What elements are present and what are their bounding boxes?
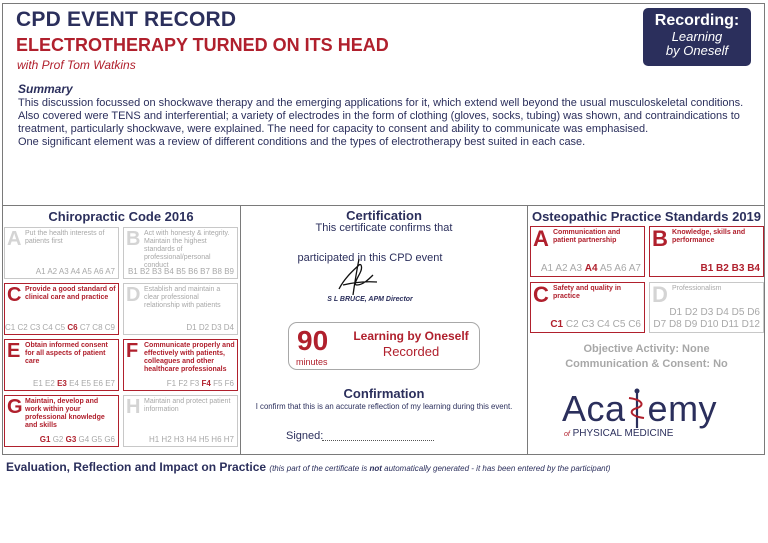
standard-description: Communicate properly and effectively with patients, colleagues and other healthcare professionals: [144, 342, 235, 373]
sub-standards: [36, 267, 115, 276]
sub-standard-h2: H2: [161, 435, 172, 444]
record-title: CPD EVENT RECORD: [16, 8, 237, 31]
sub-standard-d11: D11: [721, 319, 739, 330]
sub-standards: [40, 435, 115, 444]
sub-standard-b1: B1: [127, 267, 138, 276]
standard-letter: D: [126, 284, 141, 306]
logo-word-left: Aca: [562, 388, 626, 429]
sub-standard-a3: A3: [569, 263, 583, 274]
sub-standard-d2: D2: [684, 307, 698, 318]
osteo-standard-c: [530, 282, 645, 333]
sub-standard-a5: A5: [82, 267, 92, 276]
sub-standard-f5: F5: [213, 379, 223, 388]
sub-standard-e3: E3: [57, 379, 67, 388]
sub-standard-c2: C2: [565, 319, 579, 330]
sub-standard-a6: A6: [93, 267, 104, 276]
sub-standard-a2: A2: [555, 263, 568, 274]
osteo-standard-b: [649, 226, 764, 277]
sub-standard-c9: C9: [104, 323, 115, 332]
sub-standard-b4: B4: [747, 263, 760, 274]
standard-description: Professionalism: [672, 285, 722, 292]
standard-letter: C: [533, 282, 549, 307]
evaluation-heading: [6, 460, 610, 474]
sub-standard-b2: B2: [716, 263, 729, 274]
chiro-standard-d: [123, 283, 238, 335]
signature-line[interactable]: [322, 440, 434, 441]
presenter-name: with Prof Tom Watkins: [17, 58, 136, 72]
logo-of: of: [564, 431, 570, 438]
sub-standard-a7: A7: [628, 263, 641, 274]
recording-badge: [643, 8, 751, 66]
logo-word-right: emy: [647, 388, 718, 429]
sub-standard-f6: F6: [224, 379, 234, 388]
sub-standard-d1: D1: [186, 323, 197, 332]
minutes-value: 90: [297, 325, 329, 356]
sub-standard-b9: B9: [224, 267, 234, 276]
sub-standard-f1: F1: [166, 379, 177, 388]
sub-standard-g5: G5: [91, 435, 103, 444]
sub-standard-b4: B4: [164, 267, 174, 276]
summary-section: [18, 83, 758, 149]
sub-standard-h6: H6: [211, 435, 222, 444]
communication-consent: Communication & Consent: No: [565, 358, 728, 370]
sub-standards: [550, 319, 641, 330]
chiro-standard-f: [123, 339, 238, 391]
sub-standard-d9: D9: [684, 319, 698, 330]
sub-standard-a4: A4: [584, 263, 598, 274]
sub-standard-b2: B2: [139, 267, 150, 276]
sub-standard-b5: B5: [176, 267, 186, 276]
standard-letter: A: [533, 226, 549, 251]
standard-letter: G: [7, 396, 23, 418]
sub-standard-c5: C5: [54, 323, 66, 332]
standard-letter: C: [7, 284, 22, 306]
sub-standard-c8: C8: [92, 323, 103, 332]
sub-standard-c6: C6: [67, 323, 78, 332]
standard-letter: A: [7, 228, 22, 250]
academy-logo: [562, 388, 732, 440]
sub-standards: [700, 263, 760, 274]
sub-standards: [128, 267, 234, 276]
standard-description: Establish and maintain a clear professional relationship with patients: [144, 286, 221, 309]
certification-confirms-text: This certificate confirms that: [315, 222, 453, 234]
standard-letter: B: [126, 228, 141, 250]
sub-standard-c4: C4: [597, 319, 610, 330]
standard-letter: H: [126, 396, 141, 418]
confirmation-title: Confirmation: [343, 386, 425, 401]
sub-standard-c6: C6: [628, 319, 641, 330]
column-divider-left: [240, 205, 241, 455]
sub-standard-c4: C4: [42, 323, 53, 332]
sub-standard-a4: A4: [70, 267, 81, 276]
sub-standard-d6: D6: [747, 307, 760, 318]
signed-label: Signed:: [286, 430, 324, 442]
standard-description: Provide a good standard of clinical care and practice: [25, 286, 116, 301]
chiro-standard-e: [4, 339, 119, 391]
sub-standard-d7: D7: [653, 319, 667, 330]
sub-standard-d3: D3: [211, 323, 222, 332]
learning-status: Recorded: [382, 344, 440, 359]
standard-description: Maintain, develop and work within your professional knowledge and skills: [25, 398, 105, 429]
sub-standard-f4: F4: [201, 379, 211, 388]
summary-paragraph-1: This discussion focussed on shockwave therapy and the emerging applications for it, which extend well beyond the usual musculoskeletal conditions. Also covered were TENS and interferential; a variety of electrodes in the form of clothing (gloves, socks, tubing) was shown, and contraindications to treatment, particularly shockwave, were explained. The need for capacity to consent and ability to communicate was emphasised.: [18, 97, 744, 135]
sub-standard-c5: C5: [612, 319, 626, 330]
sub-standard-b6: B6: [188, 267, 198, 276]
sub-standard-g1: G1: [39, 435, 51, 444]
sub-standard-c3: C3: [581, 319, 595, 330]
standard-letter: F: [126, 340, 139, 362]
sub-standard-d10: D10: [700, 319, 719, 330]
chiro-standard-c: [4, 283, 119, 335]
signatory-name: S L BRUCE, APM Director: [327, 296, 413, 303]
minutes-label: minutes: [296, 357, 328, 367]
standard-description: Put the health interests of patients first: [25, 230, 105, 245]
sub-standard-b3: B3: [731, 263, 745, 274]
column-divider-right: [527, 205, 528, 455]
sub-standard-b3: B3: [152, 267, 162, 276]
sub-standard-d1: D1: [669, 307, 683, 318]
standard-description: Obtain informed consent for all aspects of patient care: [25, 342, 108, 365]
badge-line-2: Learning: [671, 29, 723, 44]
sub-standard-a3: A3: [58, 267, 69, 276]
summary-heading: Summary: [18, 82, 73, 96]
sub-standard-c7: C7: [79, 323, 91, 332]
chiro-standard-b: [123, 227, 238, 279]
standard-letter: E: [7, 340, 21, 362]
sub-standard-b1: B1: [700, 263, 714, 274]
certification-title: Certification: [346, 208, 422, 223]
event-title: ELECTROTHERAPY TURNED ON ITS HEAD: [16, 35, 389, 55]
sub-standard-a6: A6: [614, 263, 627, 274]
sub-standard-d2: D2: [198, 323, 210, 332]
chiro-standard-g: [4, 395, 119, 447]
badge-line-1: Recording:: [654, 12, 740, 29]
sub-standard-a1: A1: [540, 263, 554, 274]
sub-standard-e2: E2: [45, 379, 55, 388]
badge-line-3: by Oneself: [665, 43, 729, 58]
logo-tagline: PHYSICAL MEDICINE: [572, 428, 674, 439]
evaluation-note: (this part of the certificate is not automatically generated - it has been entered by the participant): [269, 464, 611, 473]
sub-standard-c1: C1: [550, 319, 564, 330]
director-signature-icon: [333, 255, 383, 299]
chiro-standard-a: [4, 227, 119, 279]
standard-description: Communication and patient partnership: [553, 229, 621, 244]
summary-paragraph-2: One significant element was a review of different conditions and the types of electrotherapy best suited in each case.: [18, 136, 586, 148]
standard-description: Maintain and protect patient information: [144, 398, 231, 413]
sub-standard-c2: C2: [17, 323, 28, 332]
sub-standard-a2: A2: [47, 267, 58, 276]
sub-standards-row-1: [669, 307, 760, 318]
sub-standard-g2: G2: [52, 435, 64, 444]
sub-standard-h5: H5: [198, 435, 210, 444]
sub-standard-h3: H3: [173, 435, 185, 444]
sub-standard-e1: E1: [33, 379, 43, 388]
sub-standard-h7: H7: [223, 435, 234, 444]
sub-standards-row-2: [653, 319, 760, 330]
sub-standard-a5: A5: [599, 263, 613, 274]
sub-standard-f3: F3: [189, 379, 200, 388]
sub-standards: [541, 263, 641, 274]
chiro-standard-h: [123, 395, 238, 447]
sub-standard-h1: H1: [148, 435, 160, 444]
osteo-standard-d: [649, 282, 764, 333]
sub-standard-g6: G6: [104, 435, 115, 444]
standard-letter: D: [652, 282, 668, 307]
osteo-standard-a: [530, 226, 645, 277]
sub-standard-d4: D4: [716, 307, 729, 318]
sub-standard-e6: E6: [93, 379, 103, 388]
sub-standard-g4: G4: [78, 435, 90, 444]
standard-letter: B: [652, 226, 668, 251]
sub-standard-b7: B7: [200, 267, 210, 276]
caduceus-icon: [624, 388, 650, 430]
sub-standard-d3: D3: [700, 307, 714, 318]
learning-summary-box: [288, 322, 480, 370]
osteopathic-standards-title: Osteopathic Practice Standards 2019: [531, 209, 762, 224]
sub-standard-e5: E5: [81, 379, 91, 388]
sub-standard-c3: C3: [29, 323, 41, 332]
sub-standard-d5: D5: [731, 307, 745, 318]
sub-standard-f2: F2: [178, 379, 188, 388]
sub-standard-c1: C1: [5, 323, 16, 332]
sub-standards: [5, 323, 115, 332]
certification-participated-text: participated in this CPD event: [297, 252, 443, 264]
evaluation-title: Evaluation, Reflection and Impact on Practice: [6, 460, 267, 474]
sub-standard-d8: D8: [668, 319, 682, 330]
learning-type-title: Learning by Oneself: [353, 329, 469, 343]
sub-standards: [149, 435, 234, 444]
sub-standard-a7: A7: [105, 267, 115, 276]
sub-standards: [33, 379, 115, 388]
confirmation-text: I confirm that this is an accurate reflection of my learning during this event.: [255, 402, 513, 411]
sub-standard-d4: D4: [223, 323, 234, 332]
sub-standard-h4: H4: [186, 435, 197, 444]
sub-standard-a1: A1: [35, 267, 46, 276]
sub-standards: [167, 379, 234, 388]
standard-description: Act with honesty & integrity. Maintain the highest standards of professional/personal conduct: [144, 230, 230, 269]
chiropractic-code-title: Chiropractic Code 2016: [48, 209, 194, 224]
standard-description: Safety and quality in practice: [553, 285, 622, 300]
sub-standard-b8: B8: [212, 267, 222, 276]
sub-standard-g3: G3: [65, 435, 77, 444]
sub-standard-d12: D12: [741, 319, 760, 330]
standard-description: Knowledge, skills and performance: [672, 229, 746, 244]
objective-activity: Objective Activity: None: [583, 343, 710, 355]
sub-standard-e4: E4: [69, 379, 79, 388]
sub-standards: [186, 323, 234, 332]
sub-standard-e7: E7: [105, 379, 115, 388]
section-divider: [2, 205, 765, 206]
